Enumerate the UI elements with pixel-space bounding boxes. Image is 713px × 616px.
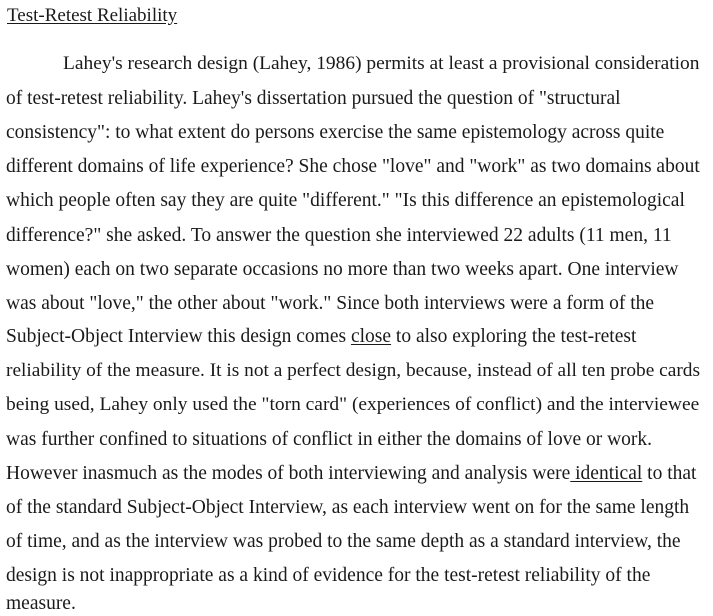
paragraph-line: of test-retest reliability. Lahey's dissertation pursued the question of "structural: [6, 88, 621, 109]
paragraph-line: Subject-Object Interview this design comes close to also exploring the test-retest: [6, 326, 637, 347]
paragraph-line: reliability of the measure. It is not a perfect design, because, instead of all ten probe cards: [6, 360, 700, 381]
paragraph-line: However inasmuch as the modes of both interviewing and analysis were identical to that: [6, 463, 697, 484]
paragraph-line: being used, Lahey only used the "torn card" (experiences of conflict) and the interviewee: [6, 394, 700, 415]
paragraph-line: of time, and as the interview was probed to the same depth as a standard interview, the: [6, 531, 681, 552]
paragraph-line: difference?" she asked. To answer the question she interviewed 22 adults (11 men, 11: [6, 225, 672, 246]
underlined-word: identical: [570, 463, 643, 484]
paragraph-line: Lahey's research design (Lahey, 1986) permits at least a provisional consideration: [63, 53, 700, 74]
paragraph-line: of the standard Subject-Object Interview, as each interview went on for the same length: [6, 497, 690, 518]
section-heading: Test-Retest Reliability: [7, 5, 178, 26]
paragraph-line: was further confined to situations of conflict in either the domains of love or work.: [6, 429, 653, 450]
paragraph-line: women) each on two separate occasions no more than two weeks apart. One interview: [6, 259, 679, 280]
underlined-word: close: [350, 326, 392, 347]
paragraph-line: design is not inappropriate as a kind of evidence for the test-retest reliability of the: [6, 565, 651, 586]
paragraph-line: consistency": to what extent do persons exercise the same epistemology across quite: [6, 122, 665, 143]
paragraph-line: different domains of life experience? She chose "love" and "work" as two domains about: [6, 156, 700, 177]
paragraph-line: measure.: [6, 593, 76, 614]
paragraph-line: which people often say they are quite "different." "Is this difference an epistemological: [6, 190, 685, 211]
paragraph-line: was about "love," the other about "work." Since both interviews were a form of the: [6, 293, 655, 314]
